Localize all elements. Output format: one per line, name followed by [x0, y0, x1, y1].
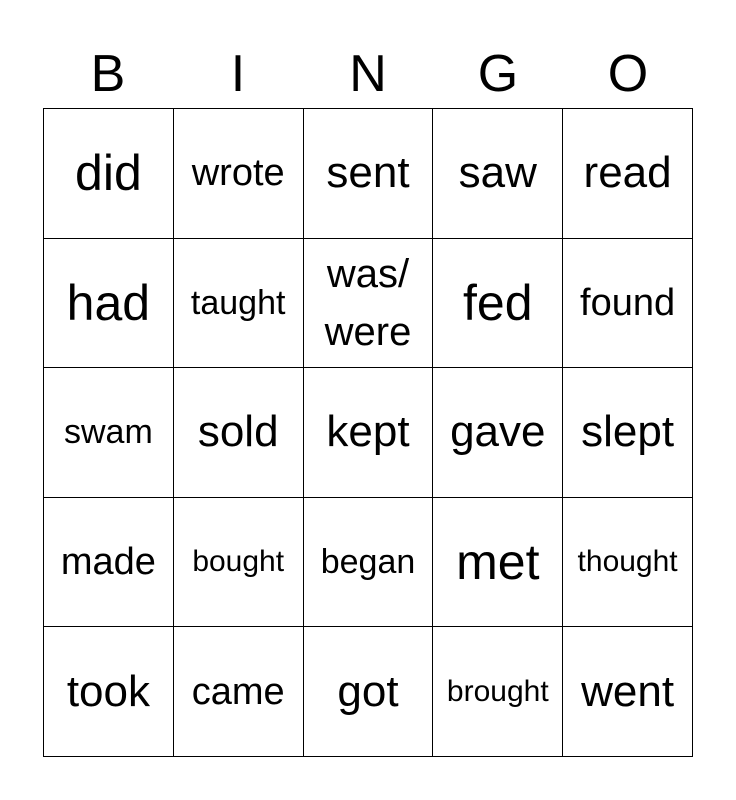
- cell-word: found: [580, 281, 676, 324]
- bingo-cell: [174, 368, 304, 498]
- bingo-cell: [174, 109, 304, 239]
- bingo-cell: [563, 109, 693, 239]
- cell-word: got: [337, 666, 399, 716]
- cell-word: did: [75, 145, 142, 202]
- bingo-board: [43, 108, 693, 757]
- header-letter-i: I: [230, 45, 246, 103]
- bingo-cell: [44, 627, 174, 757]
- cell-word: was/ were: [324, 251, 412, 354]
- header-letter-n: N: [349, 45, 387, 103]
- bingo-cell: [563, 627, 693, 757]
- header-letter-g: G: [477, 45, 519, 103]
- cell-word: sold: [197, 407, 279, 457]
- bingo-cell: [44, 498, 174, 628]
- cell-word: made: [60, 541, 156, 584]
- cell-word: sent: [326, 148, 410, 198]
- cell-word: went: [581, 666, 675, 716]
- bingo-cell: [304, 239, 434, 369]
- bingo-cell: [174, 627, 304, 757]
- bingo-cell: [304, 627, 434, 757]
- bingo-cell: [433, 109, 563, 239]
- header-letter-o: O: [607, 45, 649, 103]
- cell-word: fed: [463, 274, 533, 331]
- bingo-cell: [563, 498, 693, 628]
- cell-word: saw: [458, 148, 537, 198]
- bingo-cell: [304, 109, 434, 239]
- bingo-cell: [433, 498, 563, 628]
- header-letter-b: B: [90, 45, 126, 103]
- bingo-cell: [44, 239, 174, 369]
- bingo-cell: [174, 498, 304, 628]
- bingo-cell: [563, 239, 693, 369]
- cell-word: took: [66, 666, 150, 716]
- bingo-cell: [433, 239, 563, 369]
- cell-word: met: [456, 534, 540, 591]
- cell-word: wrote: [191, 152, 285, 195]
- cell-word: brought: [446, 674, 549, 708]
- cell-word: bought: [192, 545, 285, 579]
- cell-word: read: [583, 148, 672, 198]
- cell-word: thought: [577, 545, 678, 579]
- cell-word: kept: [326, 407, 410, 457]
- bingo-header: [43, 40, 693, 108]
- bingo-cell: [563, 368, 693, 498]
- bingo-cell: [44, 368, 174, 498]
- bingo-cell: [433, 368, 563, 498]
- cell-word: slept: [581, 407, 675, 457]
- cell-word: began: [320, 543, 416, 582]
- cell-word: came: [191, 670, 285, 713]
- cell-word: swam: [64, 413, 153, 452]
- cell-word: had: [66, 274, 151, 331]
- bingo-cell: [174, 239, 304, 369]
- bingo-cell: [304, 368, 434, 498]
- bingo-cell: [44, 109, 174, 239]
- cell-word: gave: [450, 407, 546, 457]
- cell-word: taught: [190, 283, 286, 322]
- bingo-cell: [433, 627, 563, 757]
- bingo-cell: [304, 498, 434, 628]
